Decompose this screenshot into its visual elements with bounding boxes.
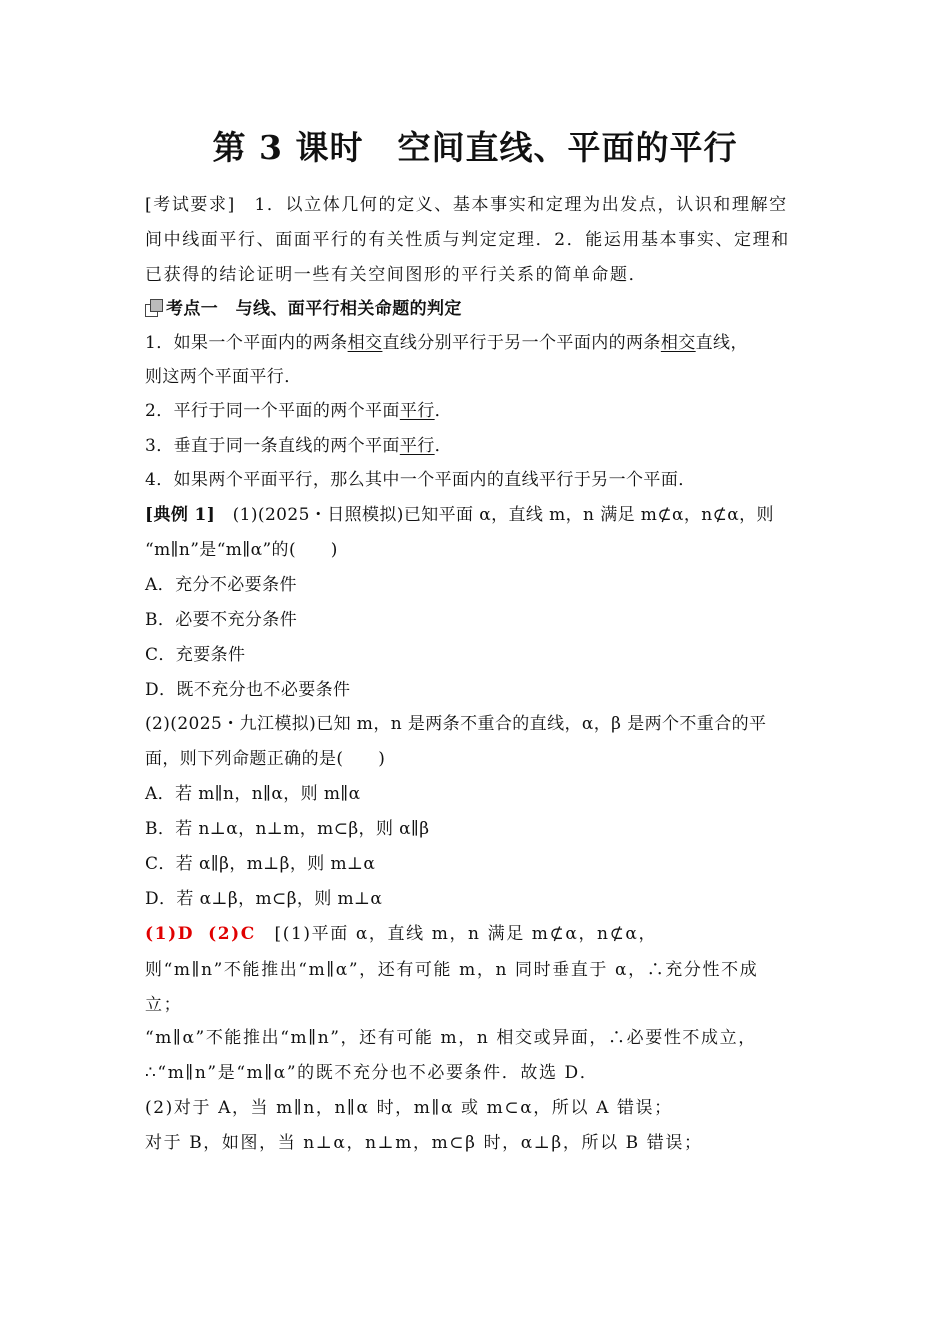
fill-blank-answer: 相交	[660, 333, 696, 353]
q2-option-b: B．若 n⊥α，n⊥m，m⊂β，则 α∥β	[145, 819, 430, 839]
fill-blank-answer: 平行	[399, 436, 435, 456]
requirements-line-2: 间中线面平行、面面平行的有关性质与判定定理．2．能运用基本事实、定理和	[145, 230, 790, 250]
answer-1: (1)D	[145, 924, 195, 944]
solution-line-4: “m∥α”不能推出“m∥n”，还有可能 m，n 相交或异面，∴必要性不成立，	[145, 1028, 757, 1048]
fact-1-line-1: 1．如果一个平面内的两条相交直线分别平行于另一个平面内的两条相交直线，	[145, 333, 748, 353]
solution-line-2: 则“m∥n”不能推出“m∥α”，还有可能 m，n 同时垂直于 α，∴充分性不成	[145, 960, 759, 980]
q2-option-d: D．若 α⊥β，m⊂β，则 m⊥α	[145, 889, 383, 909]
example-q2-line-1: (2)(2025・九江模拟)已知 m，n 是两条不重合的直线，α，β 是两个不重合的平	[145, 714, 767, 734]
solution-line-5: ∴“m∥n”是“m∥α”的既不充分也不必要条件．故选 D．	[145, 1063, 599, 1083]
fill-blank-answer: 平行	[399, 401, 435, 421]
fill-blank-answer: 相交	[347, 333, 383, 353]
example-q1-line-1: [典例 1] (1)(2025・日照模拟)已知平面 α，直线 m，n 满足 m⊄α，n⊄α，则	[145, 505, 774, 525]
solution-line-3: 立；	[145, 995, 183, 1015]
fact-2: 2．平行于同一个平面的两个平面平行．	[145, 401, 453, 421]
example-label: [典例 1]	[145, 505, 216, 525]
q1-option-d: D．既不充分也不必要条件	[145, 680, 351, 700]
section-marker-icon	[145, 299, 163, 317]
answer-line-1: (1)D (2)C [(1)平面 α，直线 m，n 满足 m⊄α，n⊄α，	[145, 924, 658, 944]
requirements-label: [考试要求]	[145, 195, 236, 215]
section-heading: 考点一 与线、面平行相关命题的判定	[145, 294, 815, 319]
q2-option-c: C．若 α∥β，m⊥β，则 m⊥α	[145, 854, 376, 874]
answer-2: (2)C	[208, 924, 256, 944]
example-q2-line-2: 面，则下列命题正确的是( )	[145, 749, 386, 769]
fact-1-line-2: 则这两个平面平行．	[145, 367, 302, 387]
q1-option-a: A．充分不必要条件	[145, 575, 297, 595]
page-title: 第 3 课时 空间直线、平面的平行	[212, 128, 738, 167]
fact-4: 4．如果两个平面平行，那么其中一个平面内的直线平行于另一个平面．	[145, 470, 696, 490]
q2-option-a: A．若 m∥n，n∥α，则 m∥α	[145, 784, 361, 804]
example-q1-line-2: “m∥n”是“m∥α”的( )	[145, 540, 338, 560]
fact-3: 3．垂直于同一条直线的两个平面平行．	[145, 436, 453, 456]
requirements-line-1: [考试要求] 1．以立体几何的定义、基本事实和定理为出发点，认识和理解空	[145, 195, 788, 215]
q1-option-c: C．充要条件	[145, 645, 246, 665]
requirements-line-3: 已获得的结论证明一些有关空间图形的平行关系的简单命题．	[145, 265, 648, 285]
q1-option-b: B．必要不充分条件	[145, 610, 298, 630]
solution-line-7: 对于 B，如图，当 n⊥α，n⊥m，m⊂β 时，α⊥β，所以 B 错误；	[145, 1133, 703, 1153]
solution-line-6: (2)对于 A，当 m∥n，n∥α 时，m∥α 或 m⊂α，所以 A 错误；	[145, 1098, 673, 1118]
